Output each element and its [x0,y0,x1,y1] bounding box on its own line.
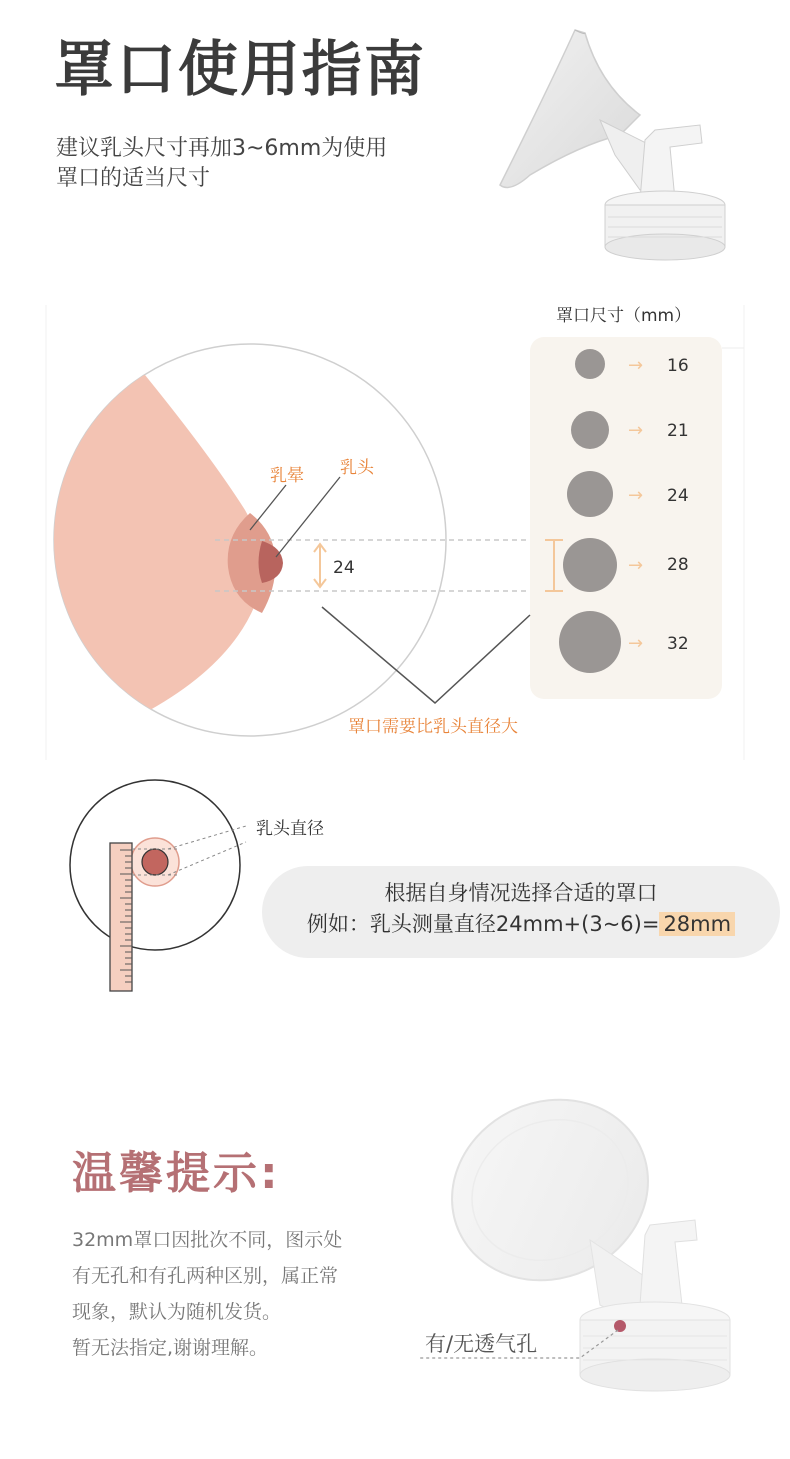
vent-label: 有/无透气孔 [425,1332,538,1356]
breast-shield-product-image [490,25,740,270]
size-dot-24 [567,471,613,517]
tip-line-3: 现象，默认为随机发货。 [72,1301,282,1323]
size-dot-16 [575,349,605,379]
subtitle-line-1: 建议乳头尺寸再加3~6mm为使用 [56,136,388,161]
nipple-small [142,849,168,875]
example-box [262,866,780,958]
areola-label: 乳晕 [270,466,304,486]
size-arrow: → [628,420,644,441]
ruler [110,843,132,991]
tip-line-1: 32mm罩口因批次不同，图示处 [72,1229,343,1251]
example-result: 28mm [659,912,735,936]
vent-hole-marker [614,1320,626,1332]
tip-line-4: 暂无法指定,谢谢理解。 [72,1337,269,1359]
tips-text [72,1222,432,1366]
breast-shield-vent-image [400,1090,780,1420]
size-dot-21 [571,411,609,449]
size-arrow: → [628,633,644,654]
example-formula-line [262,908,780,940]
subtitle [56,134,456,194]
subtitle-line-2: 罩口的适当尺寸 [56,166,211,191]
size-arrow: → [628,555,644,576]
measure-value: 24 [333,558,355,578]
size-label-28: 28 [667,555,689,575]
tips-title: 温馨提示: [72,1148,281,1199]
size-arrow: → [628,355,644,376]
sizing-diagram [0,295,790,770]
size-label-32: 32 [667,634,689,654]
size-label-24: 24 [667,486,689,506]
size-dot-32 [559,611,621,673]
example-title: 根据自身情况选择合适的罩口 [384,881,658,905]
tip-line-2: 有无孔和有孔两种区别，属正常 [72,1265,339,1287]
diameter-label: 乳头直径 [256,819,324,839]
size-panel [530,337,722,699]
size-header: 罩口尺寸（mm） [556,306,692,326]
size-label-16: 16 [667,356,689,376]
size-dot-28 [563,538,617,592]
nipple-label: 乳头 [340,458,374,478]
note-text: 罩口需要比乳头直径大 [348,717,518,737]
size-arrow: → [628,485,644,506]
example-formula: 例如：乳头测量直径24mm+(3~6)= [306,912,660,936]
page-title: 罩口使用指南 [54,35,426,105]
size-label-21: 21 [667,421,689,441]
